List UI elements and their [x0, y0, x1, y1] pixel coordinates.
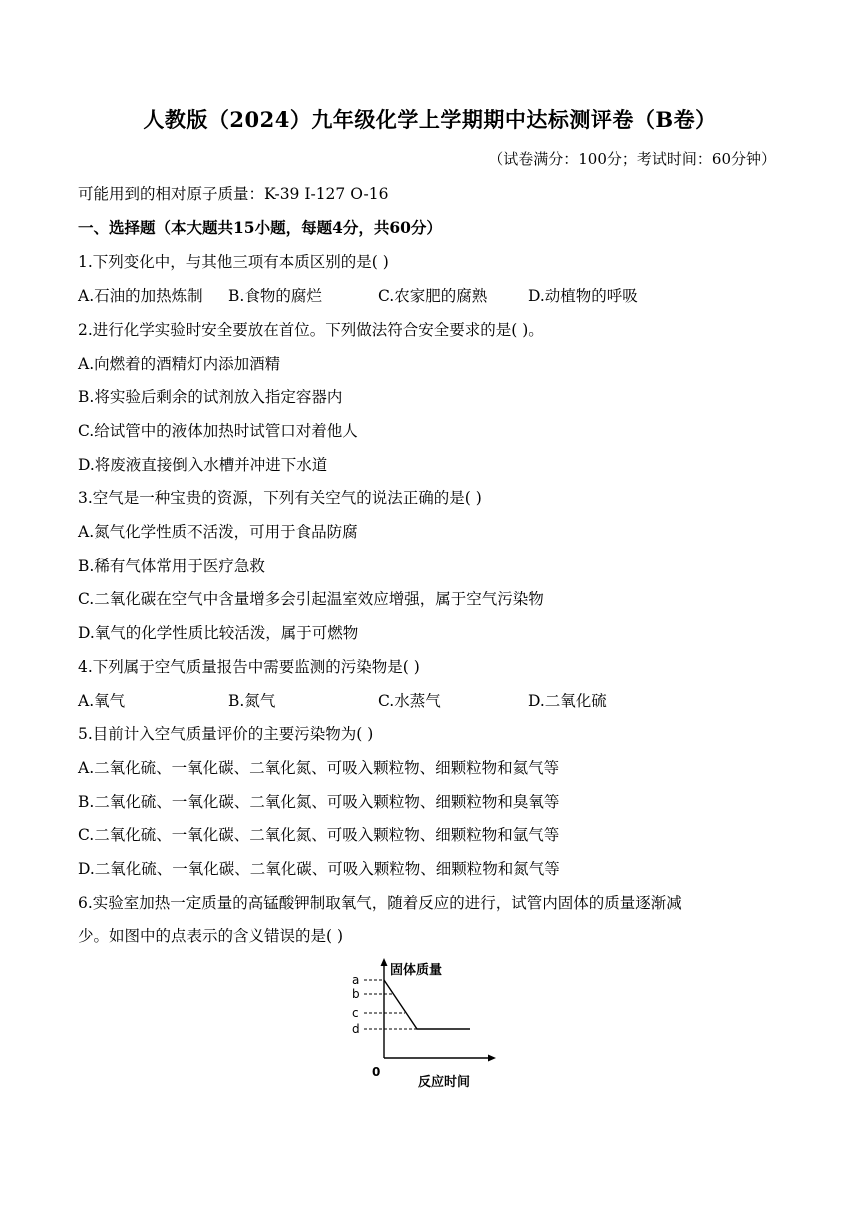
question-5-option-d: D.二氧化硫、一氧化碳、二氧化碳、可吸入颗粒物、细颗粒物和氮气等	[78, 860, 560, 878]
tick-label-c: c	[352, 1006, 359, 1020]
option-b: B.食物的腐烂	[228, 287, 322, 305]
y-axis-label: 固体质量	[390, 963, 443, 978]
question-2-stem: 2.进行化学实验时安全要放在首位。下列做法符合安全要求的是( )。	[78, 321, 544, 339]
question-6-stem-line1: 6.实验室加热一定质量的高锰酸钾制取氧气，随着反应的进行，试管内固体的质量逐渐减	[78, 894, 682, 912]
option-d: D.动植物的呼吸	[528, 287, 638, 305]
question-2-option-d: D.将废液直接倒入水槽并冲进下水道	[78, 456, 328, 474]
question-2-option-c: C.给试管中的液体加热时试管口对着他人	[78, 422, 358, 440]
question-5-stem: 5.目前计入空气质量评价的主要污染物为( )	[78, 725, 374, 743]
question-2-option-b: B.将实验后剩余的试剂放入指定容器内	[78, 388, 343, 406]
question-3-option-b: B.稀有气体常用于医疗急救	[78, 557, 265, 575]
option-c: C.水蒸气	[378, 692, 441, 710]
option-b: B.氮气	[228, 692, 276, 710]
tick-label-b: b	[352, 987, 360, 1001]
question-3-option-c: C.二氧化碳在空气中含量增多会引起温室效应增强，属于空气污染物	[78, 590, 544, 608]
option-a: A.氧气	[78, 692, 126, 710]
y-axis-arrow	[381, 958, 388, 966]
tick-label-d: d	[352, 1022, 360, 1036]
question-3-option-d: D.氧气的化学性质比较活泼，属于可燃物	[78, 624, 359, 642]
question-5-option-b: B.二氧化硫、一氧化碳、二氧化氮、可吸入颗粒物、细颗粒物和臭氧等	[78, 793, 560, 811]
atomic-masses: 可能用到的相对原子质量：K-39 I-127 O-16	[78, 185, 389, 203]
question-6-stem-line2: 少。如图中的点表示的含义错误的是( )	[78, 927, 344, 945]
mass-curve	[384, 980, 470, 1029]
option-d: D.二氧化硫	[528, 692, 607, 710]
x-axis-arrow	[488, 1055, 496, 1062]
question-5-option-a: A.二氧化硫、一氧化碳、二氧化氮、可吸入颗粒物、细颗粒物和氦气等	[78, 759, 560, 777]
mass-time-figure	[346, 958, 496, 1090]
exam-meta: （试卷满分：100分；考试时间：60分钟）	[488, 150, 776, 168]
question-5-option-c: C.二氧化硫、一氧化碳、二氧化氮、可吸入颗粒物、细颗粒物和氩气等	[78, 826, 560, 844]
question-3-stem: 3.空气是一种宝贵的资源，下列有关空气的说法正确的是( )	[78, 489, 482, 507]
option-c: C.农家肥的腐熟	[378, 287, 488, 305]
question-1-stem: 1.下列变化中，与其他三项有本质区别的是( )	[78, 253, 389, 271]
x-axis-label: 反应时间	[418, 1075, 471, 1090]
question-4-stem: 4.下列属于空气质量报告中需要监测的污染物是( )	[78, 658, 420, 676]
section-heading: 一、选择题（本大题共15小题，每题4分，共60分）	[78, 218, 442, 237]
origin-label: 0	[372, 1065, 381, 1079]
question-3-option-a: A.氮气化学性质不活泼，可用于食品防腐	[78, 523, 358, 541]
tick-label-a: a	[352, 973, 360, 987]
question-2-option-a: A.向燃着的酒精灯内添加酒精	[78, 355, 281, 373]
exam-title: 人教版（2024）九年级化学上学期期中达标测评卷（B卷）	[143, 107, 717, 132]
option-a: A.石油的加热炼制	[78, 287, 203, 305]
